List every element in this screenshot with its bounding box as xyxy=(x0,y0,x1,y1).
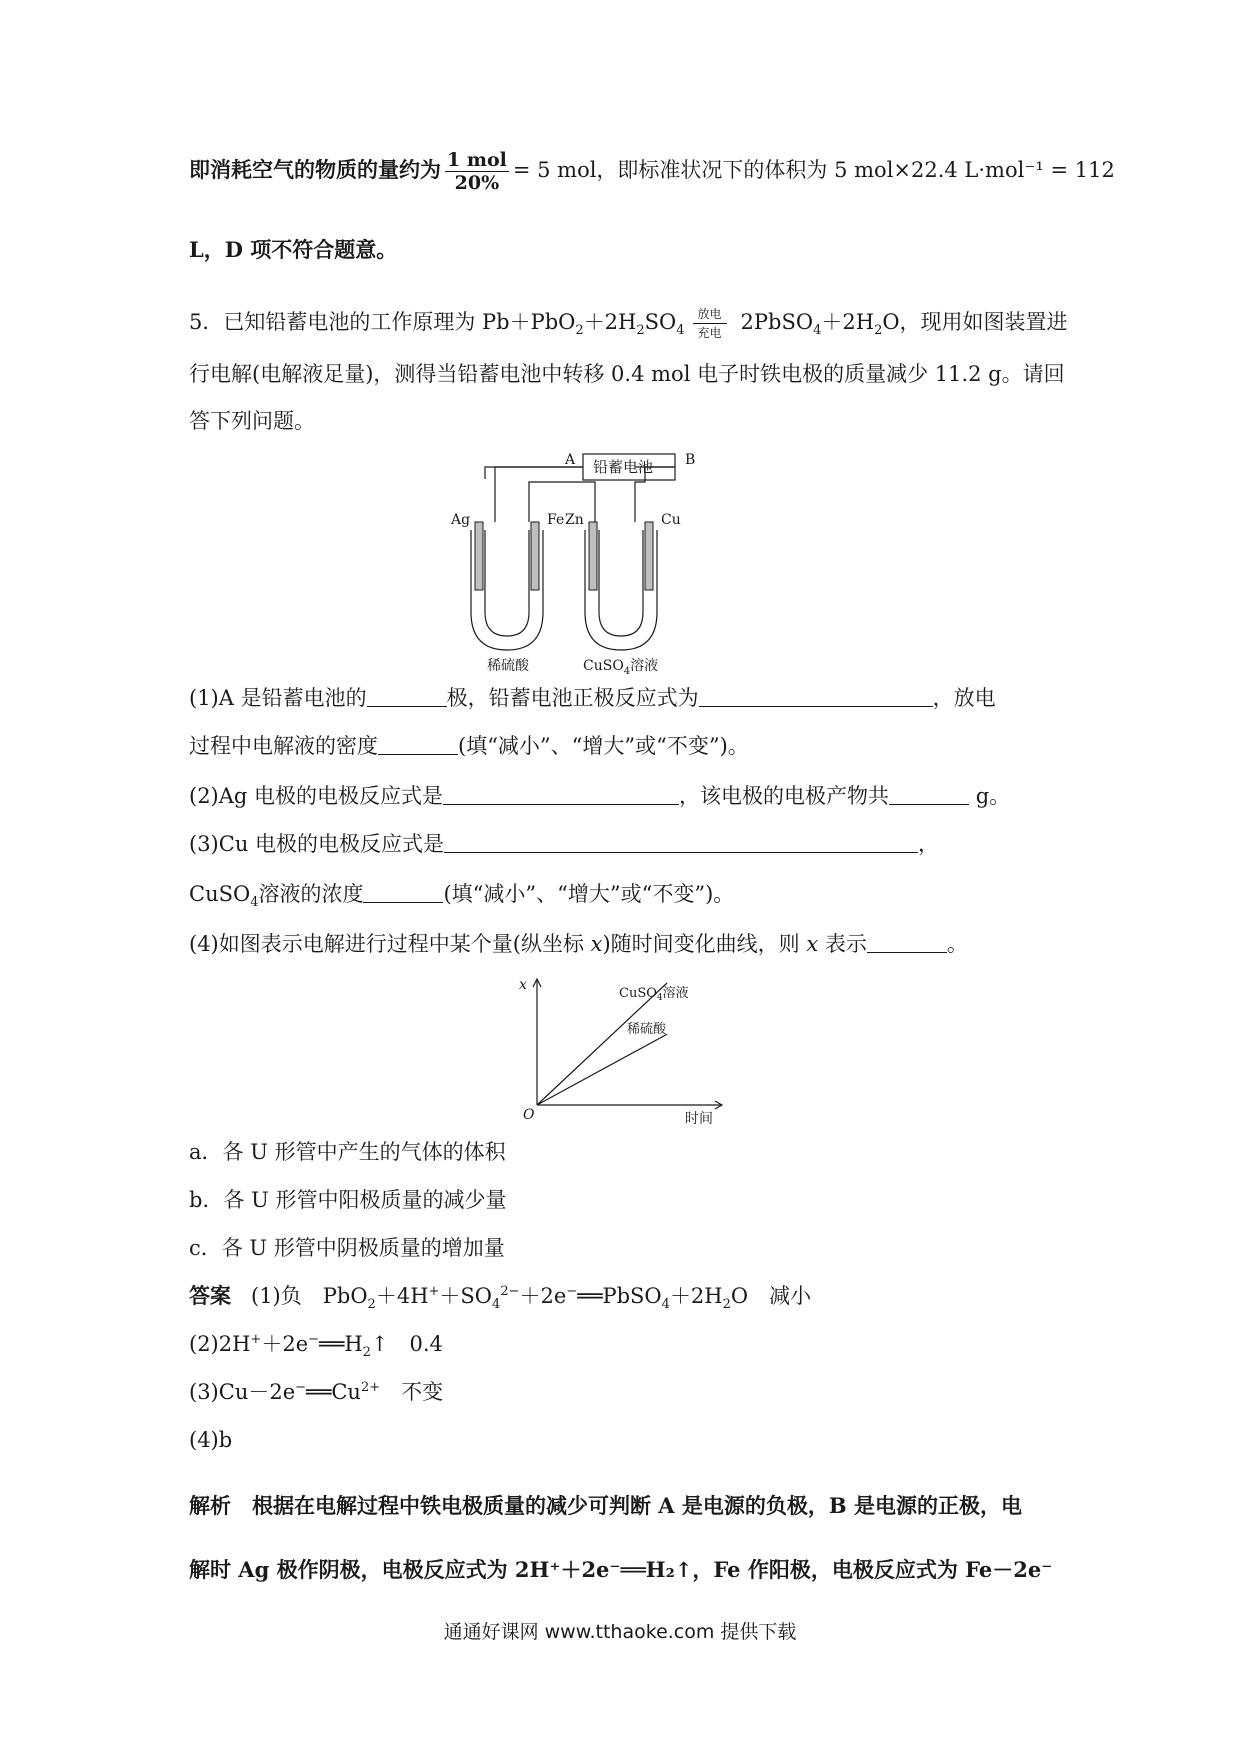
answer-line3 xyxy=(189,1378,443,1406)
superscript: − xyxy=(295,1380,307,1395)
series-label-cuso4-b: 溶液 xyxy=(662,986,689,1001)
chart-series xyxy=(537,983,667,1105)
q1-text: (1)A 是铅蓄电池的 xyxy=(189,686,367,710)
subscript: 2 xyxy=(367,1297,376,1313)
label-cuso4-b: 溶液 xyxy=(630,658,659,674)
answer-blank[interactable] xyxy=(363,882,443,903)
sub-question-2 xyxy=(189,782,1010,810)
arrow-bar xyxy=(693,323,727,324)
origin-label: O xyxy=(523,1107,535,1123)
answer-text: ＋SO xyxy=(439,1284,493,1308)
answer-blank[interactable] xyxy=(867,932,947,953)
superscript: 2+ xyxy=(360,1380,381,1395)
ag-electrode xyxy=(475,522,483,590)
question-5-line1 xyxy=(189,300,1068,344)
q2-text: g。 xyxy=(969,784,1011,808)
answer-blank[interactable] xyxy=(889,784,969,805)
answer-blank[interactable] xyxy=(378,734,458,755)
q5-text: ＋2H xyxy=(821,310,875,334)
answer-text: ＋4H xyxy=(375,1284,429,1308)
sub-question-3-line1 xyxy=(189,830,939,858)
battery-label: 铅蓄电池 xyxy=(592,458,654,476)
fraction-denominator: 20% xyxy=(454,172,500,194)
q4-text: (4)如图表示电解进行过程中某个量(纵坐标 xyxy=(189,932,591,956)
q1-text: 过程中电解液的密度 xyxy=(189,734,378,758)
superscript: 2− xyxy=(500,1284,520,1299)
analysis-text: 根据在电解过程中铁电极质量的减少可判断 A 是电源的负极，B 是电源的正极，电 xyxy=(231,1493,1022,1518)
q2-text: (2)Ag 电极的电极反应式是 xyxy=(189,784,444,808)
subscript: 4 xyxy=(250,895,259,911)
zn-electrode xyxy=(589,522,597,590)
electrodes xyxy=(475,522,653,590)
subscript: 2 xyxy=(636,323,645,339)
answer-blank[interactable] xyxy=(444,832,918,853)
answer-blank[interactable] xyxy=(699,686,933,707)
page-footer: 通通好课网 www.tthaoke.com 提供下载 xyxy=(443,1621,797,1643)
fe-electrode xyxy=(531,522,539,590)
left-u-inner xyxy=(485,530,529,636)
answer-text: ＋2e xyxy=(519,1284,567,1308)
option-c: c．各 U 形管中阴极质量的增加量 xyxy=(189,1236,505,1260)
superscript: + xyxy=(428,1284,440,1299)
q5-text: O，现用如图装置进 xyxy=(882,310,1068,334)
sub-question-3-line2 xyxy=(189,880,735,911)
subscript: 2 xyxy=(362,1345,371,1361)
label-cu: Cu xyxy=(661,512,681,528)
q1-text: (填“减小”、“增大”或“不变”)。 xyxy=(458,734,749,758)
answer-text: ↑ 0.4 xyxy=(370,1332,443,1356)
label-ag: Ag xyxy=(451,512,471,528)
q5-text: 5．已知铅蓄电池的工作原理为 Pb＋PbO xyxy=(189,310,576,334)
q5-text: ＋2H xyxy=(583,310,637,334)
answer-blank[interactable] xyxy=(367,686,447,707)
q5-text: 2PbSO xyxy=(740,310,814,334)
answer-blank[interactable] xyxy=(443,784,679,805)
answer-label: 答案 xyxy=(189,1283,231,1308)
answer-line1 xyxy=(189,1282,812,1313)
label-fe: Fe xyxy=(547,512,565,528)
y-axis-label: x xyxy=(519,977,527,993)
prev-text-2: = 5 mol，即标准状况下的体积为 5 mol×22.4 L·mol⁻¹ = 112 xyxy=(512,158,1115,182)
answer-text: ＋2H xyxy=(669,1284,723,1308)
electrolysis-apparatus-figure xyxy=(451,452,765,677)
answer-text: O 减小 xyxy=(730,1284,812,1308)
question-5-line2: 行电解(电解液足量)，测得当铅蓄电池中转移 0.4 mol 电子时铁电极的质量减少 11.2 g。请回 xyxy=(189,362,1065,386)
q2-text: ，该电极的电极产物共 xyxy=(679,784,890,808)
series-line-h2so4 xyxy=(537,1034,667,1105)
series-label-h2so4: 稀硫酸 xyxy=(627,1022,667,1037)
q3-text: ， xyxy=(918,832,940,856)
q3-text: CuSO xyxy=(189,882,251,906)
figure-labels xyxy=(450,452,695,677)
label-cuso4-a: CuSO xyxy=(583,658,624,674)
q1-text: 极，铅蓄电池正极反应式为 xyxy=(446,686,699,710)
prev-answer-line2: L，D 项不符合题意。 xyxy=(189,237,398,262)
q5-text: SO xyxy=(644,310,677,334)
subscript: 2 xyxy=(874,323,883,339)
x-vs-time-chart xyxy=(515,975,730,1125)
series-line-cuso4 xyxy=(537,983,667,1105)
option-b: b．各 U 形管中阳极质量的减少量 xyxy=(189,1188,507,1212)
analysis-line2: 解时 Ag 极作阴极，电极反应式为 2H⁺＋2e⁻══H₂↑，Fe 作阳极，电极反应式为 Fe－2e⁻ xyxy=(189,1557,1053,1582)
arrow-label-charge: 充电 xyxy=(697,326,722,340)
subscript: 4 xyxy=(661,1297,670,1313)
subscript: 4 xyxy=(813,323,822,339)
q1-text: ，放电 xyxy=(932,686,996,710)
superscript: − xyxy=(308,1332,320,1347)
prev-answer-line1 xyxy=(189,148,1115,194)
subscript: 4 xyxy=(676,323,685,339)
label-dilute-h2so4: 稀硫酸 xyxy=(487,658,529,674)
prev-text: 即消耗空气的物质的量约为 xyxy=(189,157,441,182)
answer-text: 不变 xyxy=(380,1380,444,1404)
question-5-line3: 答下列问题。 xyxy=(189,409,315,433)
subscript: 2 xyxy=(722,1297,731,1313)
reaction-arrow xyxy=(693,306,727,341)
answer-text: ══PbSO xyxy=(577,1284,662,1308)
cu-electrode xyxy=(645,522,653,590)
label-cuso4 xyxy=(583,657,658,677)
answer-text: ══Cu xyxy=(306,1380,361,1404)
answer-line4: (4)b xyxy=(189,1428,233,1452)
q3-text: 溶液的浓度 xyxy=(258,882,364,906)
subscript: 4 xyxy=(492,1297,501,1313)
right-u-inner xyxy=(599,530,643,636)
wire-a xyxy=(485,467,583,479)
label-zn: Zn xyxy=(565,512,584,528)
q4-var-x: x xyxy=(590,932,603,956)
label-b: B xyxy=(685,452,696,468)
q3-text: (填“减小”、“增大”或“不变”)。 xyxy=(443,882,735,906)
label-cuso4-sub: 4 xyxy=(623,666,631,677)
sub-question-1-line2 xyxy=(189,732,749,760)
answer-text: (3)Cu－2e xyxy=(189,1380,296,1404)
answer-text: ══H xyxy=(319,1332,363,1356)
answer-text: (2)2H xyxy=(189,1332,251,1356)
subscript: 2 xyxy=(575,323,584,339)
answer-line2 xyxy=(189,1330,443,1361)
fraction-numerator: 1 mol xyxy=(447,149,507,171)
fraction xyxy=(445,149,509,194)
q4-var-x: x xyxy=(806,932,819,956)
sub-question-4 xyxy=(189,930,968,958)
q4-text: )随时间变化曲线，则 xyxy=(602,932,807,956)
q4-text: 表示 xyxy=(818,932,867,956)
label-a: A xyxy=(565,452,576,468)
q3-text: (3)Cu 电极的电极反应式是 xyxy=(189,832,445,856)
q4-text: 。 xyxy=(946,932,968,956)
option-a: a．各 U 形管中产生的气体的体积 xyxy=(189,1140,506,1164)
series-label-cuso4 xyxy=(619,985,689,1003)
series-label-cuso4-sub: 4 xyxy=(656,993,663,1003)
answer-text: ＋2e xyxy=(261,1332,309,1356)
superscript: − xyxy=(566,1284,578,1299)
superscript: + xyxy=(250,1332,262,1347)
sub-question-1-line1 xyxy=(189,684,996,712)
x-axis-label: 时间 xyxy=(685,1111,713,1127)
analysis-label: 解析 xyxy=(189,1493,231,1518)
arrow-label-discharge: 放电 xyxy=(697,307,722,321)
analysis-line1 xyxy=(189,1492,1022,1520)
series-label-cuso4-a: CuSO xyxy=(619,986,657,1001)
answer-text: (1)负 PbO xyxy=(251,1284,368,1308)
